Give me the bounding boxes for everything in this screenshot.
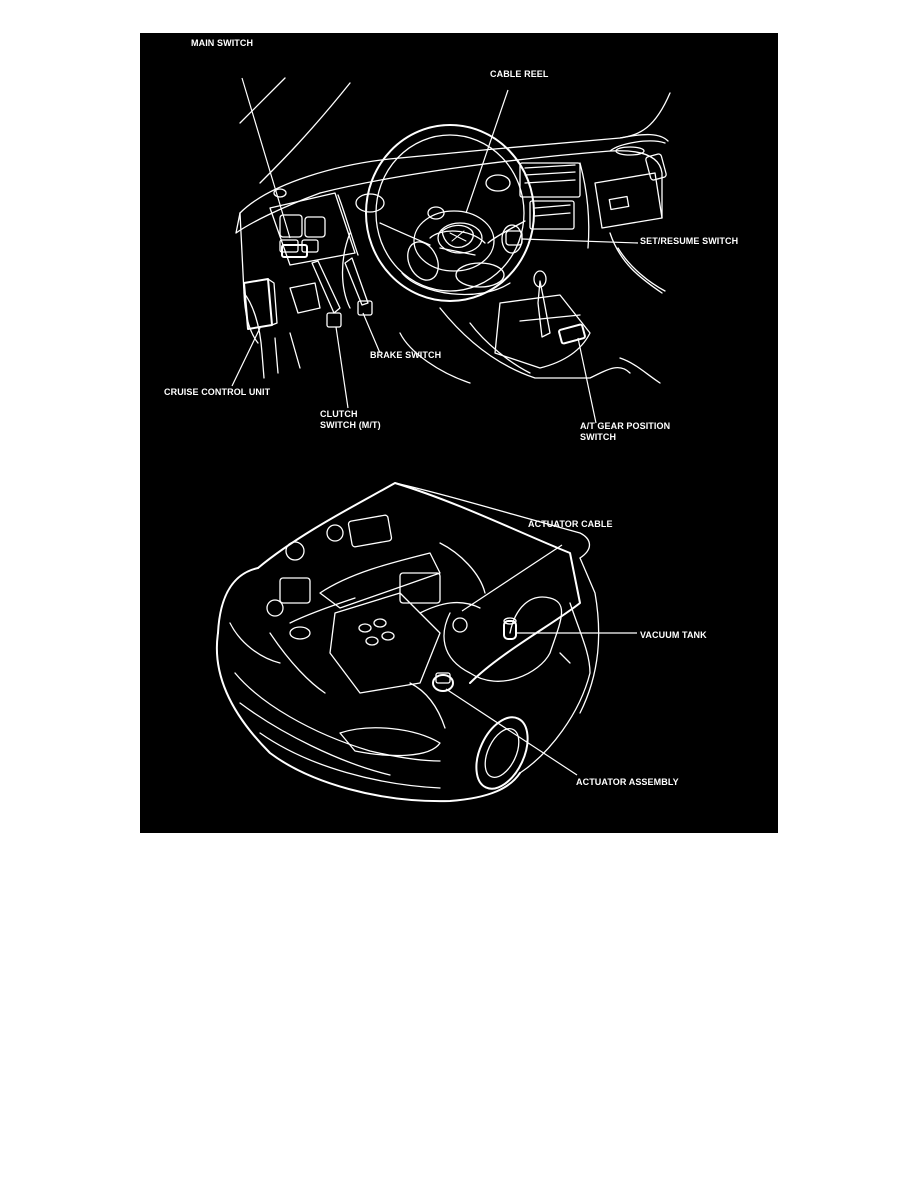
vacuum-tank-label: VACUUM TANK [640,630,707,640]
clutch-switch-label-line1: CLUTCH [320,409,358,419]
clutch-switch-label [320,409,381,431]
dashboard-illustration [232,78,670,423]
brake-switch-label: BRAKE SWITCH [370,350,442,360]
cruise-control-unit-label: CRUISE CONTROL UNIT [164,387,271,397]
line-art [140,33,778,833]
engine-bay-illustration [217,483,637,801]
cable-reel-label: CABLE REEL [490,69,549,79]
at-gear-position-switch-label [580,421,670,443]
at-gear-position-label-line1: A/T GEAR POSITION [580,421,671,431]
at-gear-position-label-line2: SWITCH [580,432,617,442]
actuator-assembly-label: ACTUATOR ASSEMBLY [576,777,679,787]
clutch-switch-label-line2: SWITCH (M/T) [320,420,381,430]
main-switch-label: MAIN SWITCH [191,38,254,48]
actuator-cable-label: ACTUATOR CABLE [528,519,613,529]
set-resume-switch-label: SET/RESUME SWITCH [640,236,739,246]
cruise-control-component-diagram [140,33,778,833]
